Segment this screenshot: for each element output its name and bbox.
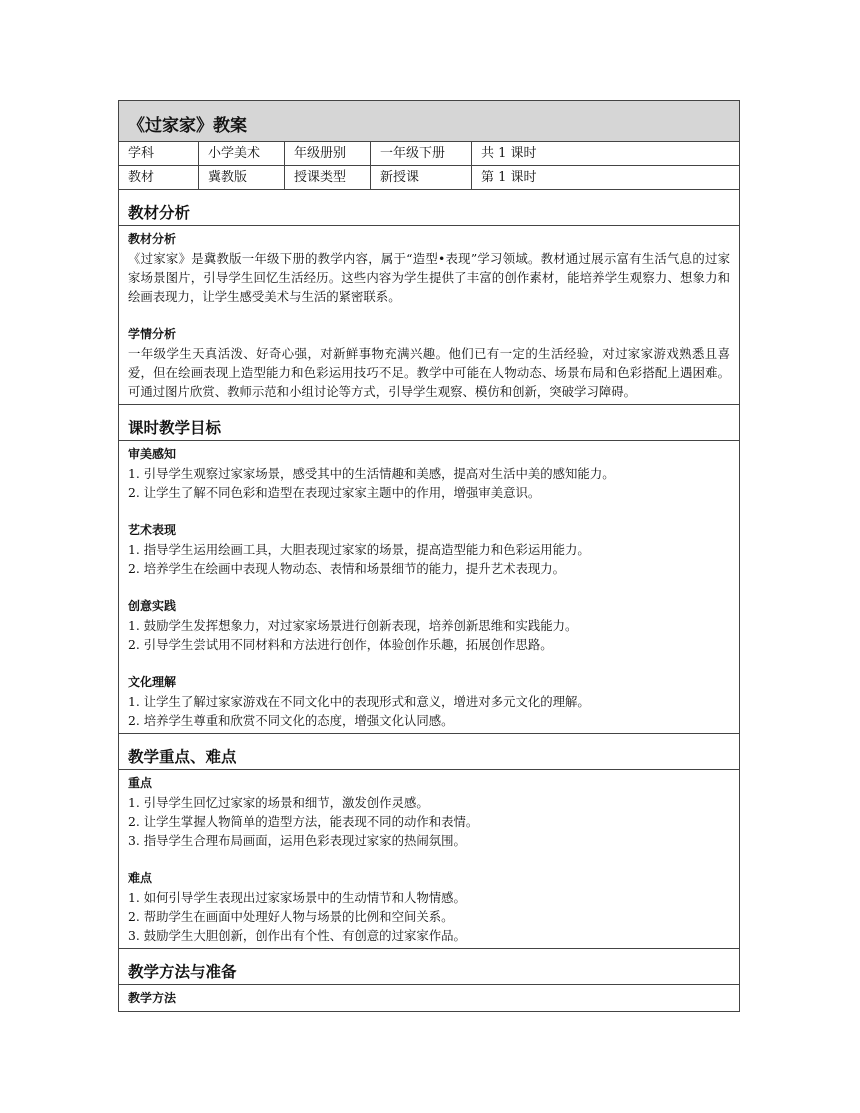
textbook-value: 冀教版 <box>199 166 285 189</box>
objective-item: 1. 指导学生运用绘画工具，大胆表现过家家的场景，提高造型能力和色彩运用能力。 <box>128 542 590 557</box>
objective-item: 2. 引导学生尝试用不同材料和方法进行创作，体验创作乐趣，拓展创作思路。 <box>128 637 553 652</box>
textbook-label: 教材 <box>119 166 199 189</box>
objective-item: 1. 鼓励学生发挥想象力，对过家家场景进行创新表现，培养创新思维和实践能力。 <box>128 618 578 633</box>
keypoint-item: 3. 指导学生合理布局画面，运用色彩表现过家家的热闹氛围。 <box>128 833 466 848</box>
keypoint-item: 2. 让学生掌握人物简单的造型方法，能表现不同的动作和表情。 <box>128 814 479 829</box>
student-analysis-text: 一年级学生天真活泼、好奇心强，对新鲜事物充满兴趣。他们已有一定的生活经验，对过家家游戏熟悉且喜爱，但在绘画表现上造型能力和色彩运用技巧不足。教学中可能在人物动态、场景布局和色彩搭配上遇困难。可通过图片欣赏、教师示范和小组讨论等方式，引导学生观察、模仿和创新，突破学习障碍。 <box>128 346 730 399</box>
objective-item: 2. 让学生了解不同色彩和造型在表现过家家主题中的作用，增强审美意识。 <box>128 485 541 500</box>
objective-group-title: 创意实践 <box>128 599 177 613</box>
subject-value: 小学美术 <box>199 142 285 165</box>
subheading-teaching-methods: 教学方法 <box>128 991 177 1005</box>
lesson-type-value: 新授课 <box>371 166 472 189</box>
difficulty-item: 2. 帮助学生在画面中处理好人物与场景的比例和空间关系。 <box>128 909 454 924</box>
difficulty-item: 1. 如何引导学生表现出过家家场景中的生动情节和人物情感。 <box>128 890 466 905</box>
grade-value: 一年级下册 <box>371 142 472 165</box>
info-row-1 <box>119 142 739 166</box>
section-heading-methods: 教学方法与准备 <box>119 949 739 985</box>
section-heading-objectives: 课时教学目标 <box>119 405 739 441</box>
document-title: 《过家家》教案 <box>119 101 739 142</box>
lesson-type-label: 授课类型 <box>285 166 371 189</box>
objective-item: 2. 培养学生尊重和欣赏不同文化的态度，增强文化认同感。 <box>128 713 454 728</box>
grade-label: 年级册别 <box>285 142 371 165</box>
objective-group-title: 审美感知 <box>128 447 177 461</box>
objective-item: 1. 引导学生观察过家家场景，感受其中的生活情趣和美感，提高对生活中美的感知能力。 <box>128 466 615 481</box>
current-period: 第 1 课时 <box>481 170 537 185</box>
section-body-methods <box>119 985 739 1011</box>
difficulty-group-title: 难点 <box>128 871 153 885</box>
section-body-analysis <box>119 226 739 405</box>
keypoint-item: 1. 引导学生回忆过家家的场景和细节，激发创作灵感。 <box>128 795 429 810</box>
objective-group-title: 艺术表现 <box>128 523 177 537</box>
subheading-student-analysis: 学情分析 <box>128 327 177 341</box>
section-heading-analysis: 教材分析 <box>119 190 739 226</box>
subject-label: 学科 <box>119 142 199 165</box>
objective-item: 2. 培养学生在绘画中表现人物动态、表情和场景细节的能力，提升艺术表现力。 <box>128 561 566 576</box>
section-body-keypoints <box>119 770 739 949</box>
objective-item: 1. 让学生了解过家家游戏在不同文化中的表现形式和意义，增进对多元文化的理解。 <box>128 694 590 709</box>
textbook-analysis-text: 《过家家》是冀教版一年级下册的教学内容，属于“造型•表现”学习领域。教材通过展示富有生活气息的过家家场景图片，引导学生回忆生活经历。这些内容为学生提供了丰富的创作素材，能培养学生观察力、想象力和绘画表现力，让学生感受美术与生活的紧密联系。 <box>128 251 730 304</box>
info-row-2 <box>119 166 739 190</box>
total-periods: 共 1 课时 <box>481 146 537 161</box>
section-heading-keypoints: 教学重点、难点 <box>119 734 739 770</box>
lesson-plan-document <box>118 100 740 1012</box>
subheading-textbook-analysis: 教材分析 <box>128 232 177 246</box>
section-body-objectives <box>119 441 739 734</box>
difficulty-item: 3. 鼓励学生大胆创新，创作出有个性、有创意的过家家作品。 <box>128 928 466 943</box>
keypoint-group-title: 重点 <box>128 776 153 790</box>
objective-group-title: 文化理解 <box>128 675 177 689</box>
